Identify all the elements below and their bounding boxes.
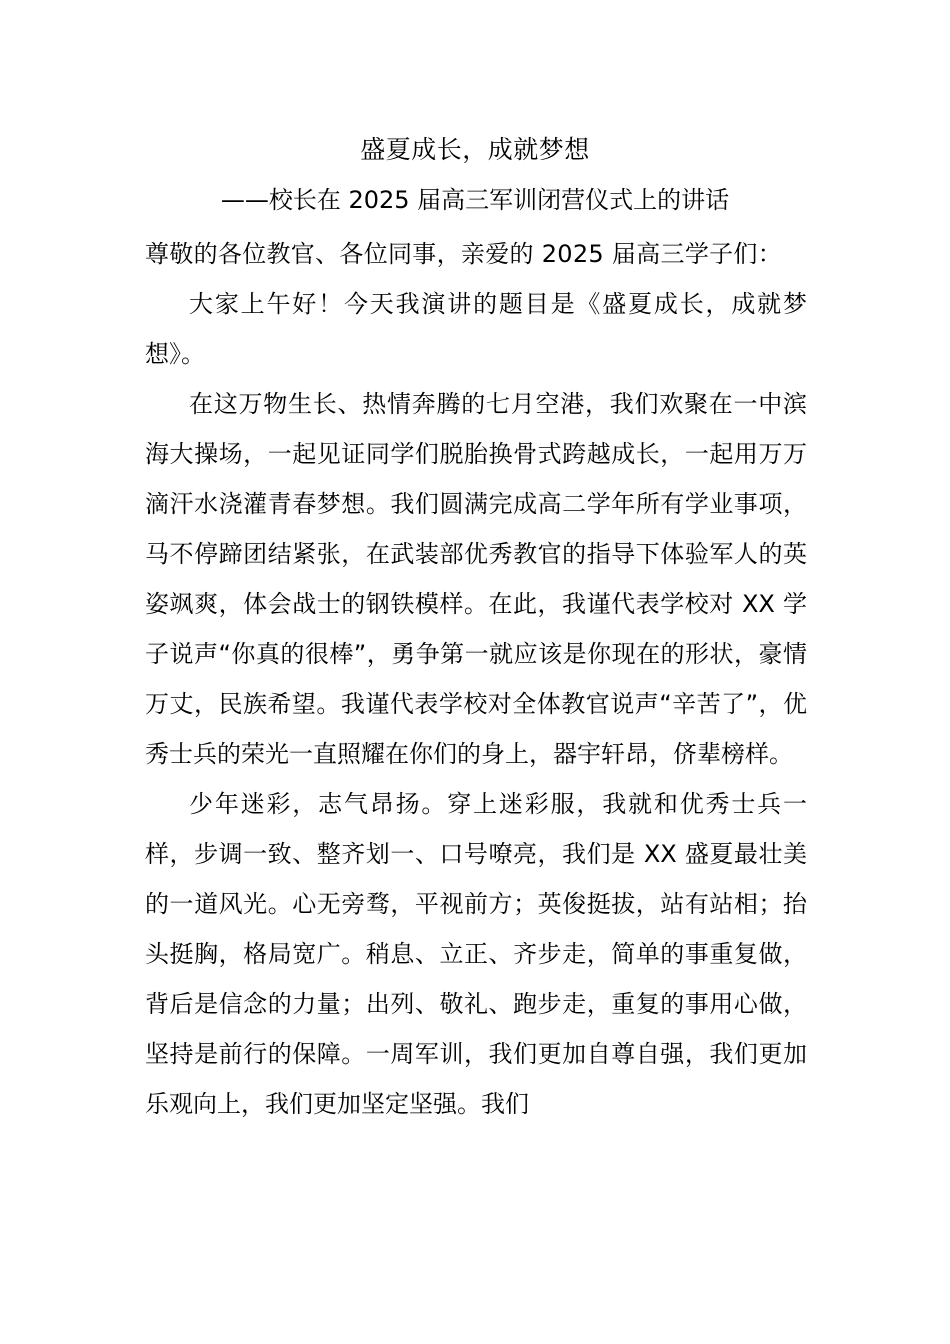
greeting-line: 尊敬的各位教官、各位同事，亲爱的 2025 届高三学子们： <box>145 240 783 268</box>
document-title: 盛夏成长，成就梦想 <box>360 135 590 164</box>
paragraph-2: 在这万物生长、热情奔腾的七月空港，我们欢聚在一中滨海大操场，一起见证同学们脱胎换骨式跨越成长，一起用万万滴汗水浇灌青春梦想。我们圆满完成高二学年所有学业事项，马不停蹄团结紧张，在武装部优秀教官的指导下体验军人的英姿飒爽，体会战士的钢铁模样。在此，我谨代表学校对 XX 学子说声“你真的很棒”，勇争第一就应该是你现在的形状，豪情万丈，民族希望。我谨代表学校对全体教官说声“辛苦了”，优秀士兵的荣光一直照耀在你们的身上，器宇轩昂，侪辈榜样。 <box>145 390 807 768</box>
paragraph-1: 大家上午好！今天我演讲的题目是《盛夏成长，成就梦想》。 <box>145 290 807 368</box>
document-body <box>145 229 807 1129</box>
document-subtitle: ——校长在 2025 届高三军训闭营仪式上的讲话 <box>220 186 730 214</box>
paragraph-3: 少年迷彩，志气昂扬。穿上迷彩服，我就和优秀士兵一样，步调一致、整齐划一、口号嘹亮，我们是 XX 盛夏最壮美的一道风光。心无旁骛，平视前方；英俊挺拔，站有站相；抬头挺胸，格局宽广。稍息、立正、齐步走，简单的事重复做，背后是信念的力量；出列、敬礼、跑步走，重复的事用心做，坚持是前行的保障。一周军训，我们更加自尊自强，我们更加乐观向上，我们更加坚定坚强。我们 <box>145 790 807 1118</box>
